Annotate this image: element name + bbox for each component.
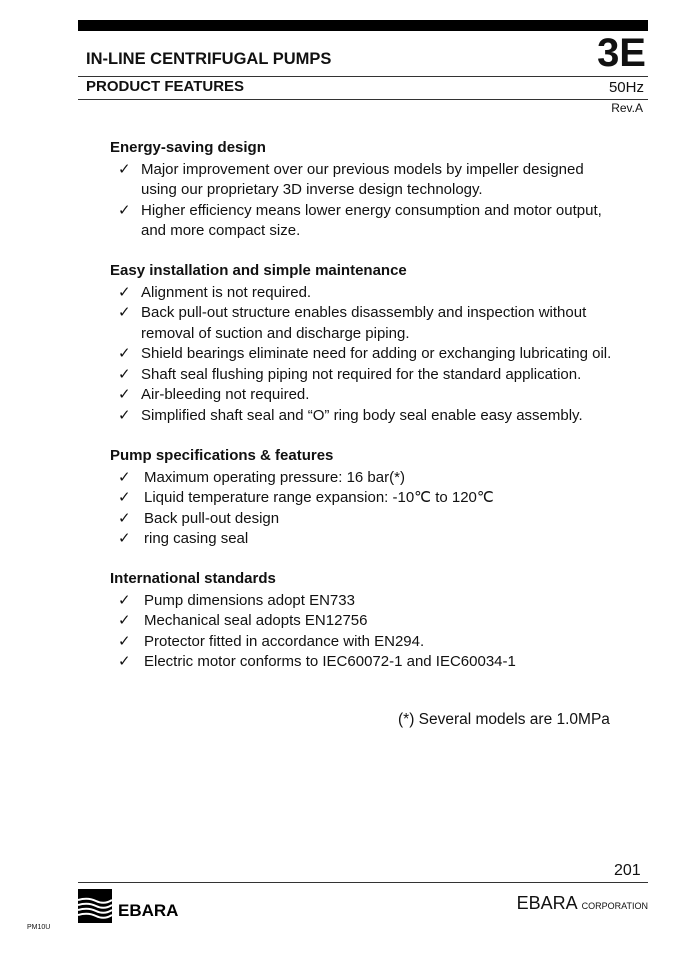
divider: [78, 882, 648, 883]
feature-item-text: Major improvement over our previous models by impeller designed: [141, 160, 584, 178]
check-icon: ✓: [118, 283, 131, 301]
check-icon: ✓: [118, 406, 131, 424]
feature-item-text: Pump dimensions adopt EN733: [144, 591, 355, 609]
check-icon: ✓: [118, 468, 131, 486]
document-title: IN-LINE CENTRIFUGAL PUMPS: [86, 50, 332, 68]
section-heading: Easy installation and simple maintenance: [110, 262, 407, 279]
feature-item-text: Mechanical seal adopts EN12756: [144, 612, 368, 629]
check-icon: ✓: [118, 530, 131, 547]
page-number: 201: [614, 862, 641, 879]
feature-item-text: Protector fitted in accordance with EN294.: [144, 632, 425, 650]
frequency: 50Hz: [608, 79, 644, 96]
feature-item-text: Alignment is not required.: [141, 283, 312, 301]
feature-item-text: Back pull-out structure enables disassembly and inspection without: [141, 304, 587, 321]
document-code: PM10U: [27, 924, 51, 931]
check-icon: ✓: [118, 365, 131, 383]
series-code: 3E: [597, 31, 646, 75]
feature-item-text: and more compact size.: [141, 222, 301, 239]
header-bar: [78, 20, 648, 31]
check-icon: ✓: [118, 386, 131, 403]
check-icon: ✓: [118, 612, 131, 629]
feature-item-text: Shield bearings eliminate need for adding or exchanging lubricating oil.: [141, 345, 612, 362]
feature-item-text: Shaft seal flushing piping not required for the standard application.: [141, 365, 582, 383]
feature-item-text: Maximum operating pressure: 16 bar(*): [144, 468, 405, 486]
divider: [78, 99, 648, 100]
section-heading: International standards: [110, 570, 276, 587]
feature-item-text: Air-bleeding not required.: [141, 386, 310, 403]
check-icon: ✓: [118, 304, 131, 321]
divider: [78, 76, 648, 77]
feature-item-text: Back pull-out design: [144, 509, 280, 527]
check-icon: ✓: [118, 345, 131, 362]
feature-item-text: removal of suction and discharge piping.: [141, 324, 410, 342]
feature-item-text: Simplified shaft seal and “O” ring body seal enable easy assembly.: [141, 406, 583, 424]
svg-text:EBARA: EBARA: [118, 901, 179, 920]
check-icon: ✓: [118, 509, 131, 527]
check-icon: ✓: [118, 591, 131, 609]
section-heading: Pump specifications & features: [110, 447, 334, 464]
section-title: PRODUCT FEATURES: [86, 78, 245, 95]
check-icon: ✓: [118, 201, 131, 219]
company-name: EBARA CORPORATION: [516, 893, 648, 913]
feature-item-text: Electric motor conforms to IEC60072-1 and IEC60034-1: [144, 653, 516, 670]
check-icon: ✓: [118, 160, 131, 178]
feature-item-text: using our proprietary 3D inverse design technology.: [141, 181, 483, 198]
check-icon: ✓: [118, 489, 131, 506]
check-icon: ✓: [118, 653, 131, 670]
feature-item-text: ring casing seal: [144, 530, 249, 547]
check-icon: ✓: [118, 632, 131, 650]
section-heading: Energy-saving design: [110, 139, 266, 156]
ebara-logo: [78, 889, 190, 928]
revision: Rev.A: [611, 101, 643, 115]
feature-item-text: Liquid temperature range expansion: -10℃ to 120℃: [144, 489, 494, 506]
feature-item-text: Higher efficiency means lower energy consumption and motor output,: [141, 201, 602, 219]
footnote: (*) Several models are 1.0MPa: [398, 711, 610, 728]
